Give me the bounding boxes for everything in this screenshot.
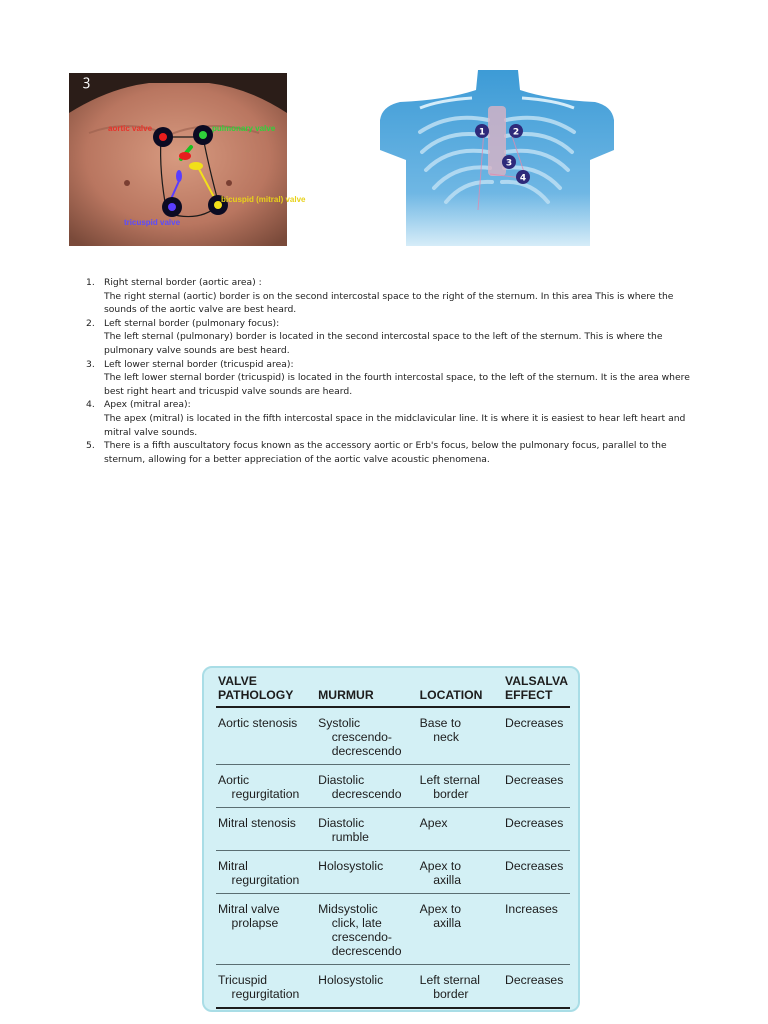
table-cell: Diastolic decrescendo — [316, 765, 418, 808]
table-cell: Mitral stenosis — [216, 808, 316, 851]
table-cell: Apex — [418, 808, 503, 851]
list-item-title: Right sternal border (aortic area) : — [104, 277, 262, 288]
svg-text:ꝫ: ꝫ — [83, 73, 91, 89]
column-header-valsalva-effect: VALSALVA EFFECT — [503, 672, 570, 707]
tricuspid-valve-label: tricuspid valve — [124, 218, 181, 227]
list-item-title: There is a fifth auscultatory focus known as the accessory aortic or Erb's focus, below the pulmonary focus, parallel to the sternum, allowing for a better appreciation of the aortic valve acoustic phenomena. — [104, 440, 667, 465]
table-cell: Decreases — [503, 851, 570, 894]
column-header-valve-pathology: VALVE PATHOLOGY — [216, 672, 316, 707]
list-item — [86, 317, 701, 358]
table-cell: Aortic stenosis — [216, 707, 316, 765]
table-cell: Base to neck — [418, 707, 503, 765]
list-item — [86, 276, 701, 317]
table-cell: Mitral valve prolapse — [216, 894, 316, 965]
table-row — [216, 965, 570, 1009]
list-item — [86, 358, 701, 399]
list-item — [86, 398, 701, 439]
list-item-body: The apex (mitral) is located in the fifth intercostal space in the midclavicular line. It is where it is easiest to hear left heart and mitral valve sounds. — [104, 412, 686, 438]
table-row — [216, 851, 570, 894]
table-cell: Tricuspid regurgitation — [216, 965, 316, 1009]
chest-valve-photo — [69, 73, 306, 246]
marker-2: 2 — [512, 127, 520, 138]
ribcage-illustration — [380, 70, 614, 246]
table-cell: Decreases — [503, 765, 570, 808]
table-cell: Aortic regurgitation — [216, 765, 316, 808]
list-item-number: 5. — [86, 440, 95, 452]
list-item-number: 1. — [86, 277, 95, 288]
list-item-title: Left lower sternal border (tricuspid area): — [104, 358, 294, 370]
list-item — [86, 439, 701, 466]
table-cell: Left sternal border — [418, 965, 503, 1009]
table-cell: Decreases — [503, 965, 570, 1009]
table-row — [216, 808, 570, 851]
column-header-murmur: MURMUR — [316, 672, 418, 707]
marker-1: 1 — [478, 127, 486, 138]
table-header-row — [216, 672, 570, 707]
table-cell: Mitral regurgitation — [216, 851, 316, 894]
table-cell: Left sternal border — [418, 765, 503, 808]
list-item-body: The left sternal (pulmonary) border is located in the second intercostal space to the left of the sternum. This is where the pulmonary valve sounds are best heard. — [104, 331, 663, 356]
table-cell: Increases — [503, 894, 570, 965]
list-item-body: The right sternal (aortic) border is on the second intercostal space to the right of the sternum. In this area This is where the sounds of the aortic valve are best heard. — [104, 290, 674, 316]
table-cell: Diastolic rumble — [316, 808, 418, 851]
pulmonary-valve-label: pulmonary valve — [212, 124, 276, 133]
auscultation-focus-list — [86, 276, 701, 466]
table-cell: Apex to axilla — [418, 894, 503, 965]
marker-3: 3 — [505, 158, 513, 169]
table-cell: Holosystolic — [316, 851, 418, 894]
column-header-location: LOCATION — [418, 672, 503, 707]
list-item-title: Left sternal border (pulmonary focus): — [104, 317, 280, 329]
table-cell: Decreases — [503, 808, 570, 851]
list-item-number: 2. — [86, 317, 95, 329]
bicuspid-valve-label: bicuspid (mitral) valve — [221, 195, 306, 204]
table-cell: Holosystolic — [316, 965, 418, 1009]
table-row — [216, 894, 570, 965]
valve-pathology-table — [216, 672, 570, 1009]
list-item-number: 4. — [86, 399, 95, 411]
list-item-body: The left lower sternal border (tricuspid) is located in the fourth intercostal space, to the left of the sternum. It is the area where best right heart and tricuspid valve sounds are heard. — [104, 372, 690, 397]
valve-pathology-table-panel — [202, 666, 580, 1012]
marker-4: 4 — [519, 173, 527, 184]
table-cell: Midsystolic click, late crescendo- decrescendo — [316, 894, 418, 965]
table-row — [216, 765, 570, 808]
table-cell: Apex to axilla — [418, 851, 503, 894]
table-row — [216, 707, 570, 765]
list-item-number: 3. — [86, 358, 95, 370]
list-item-title: Apex (mitral area): — [104, 399, 191, 411]
aortic-valve-label: aortic valve — [108, 124, 153, 133]
table-cell: Decreases — [503, 707, 570, 765]
table-cell: Systolic crescendo- decrescendo — [316, 707, 418, 765]
